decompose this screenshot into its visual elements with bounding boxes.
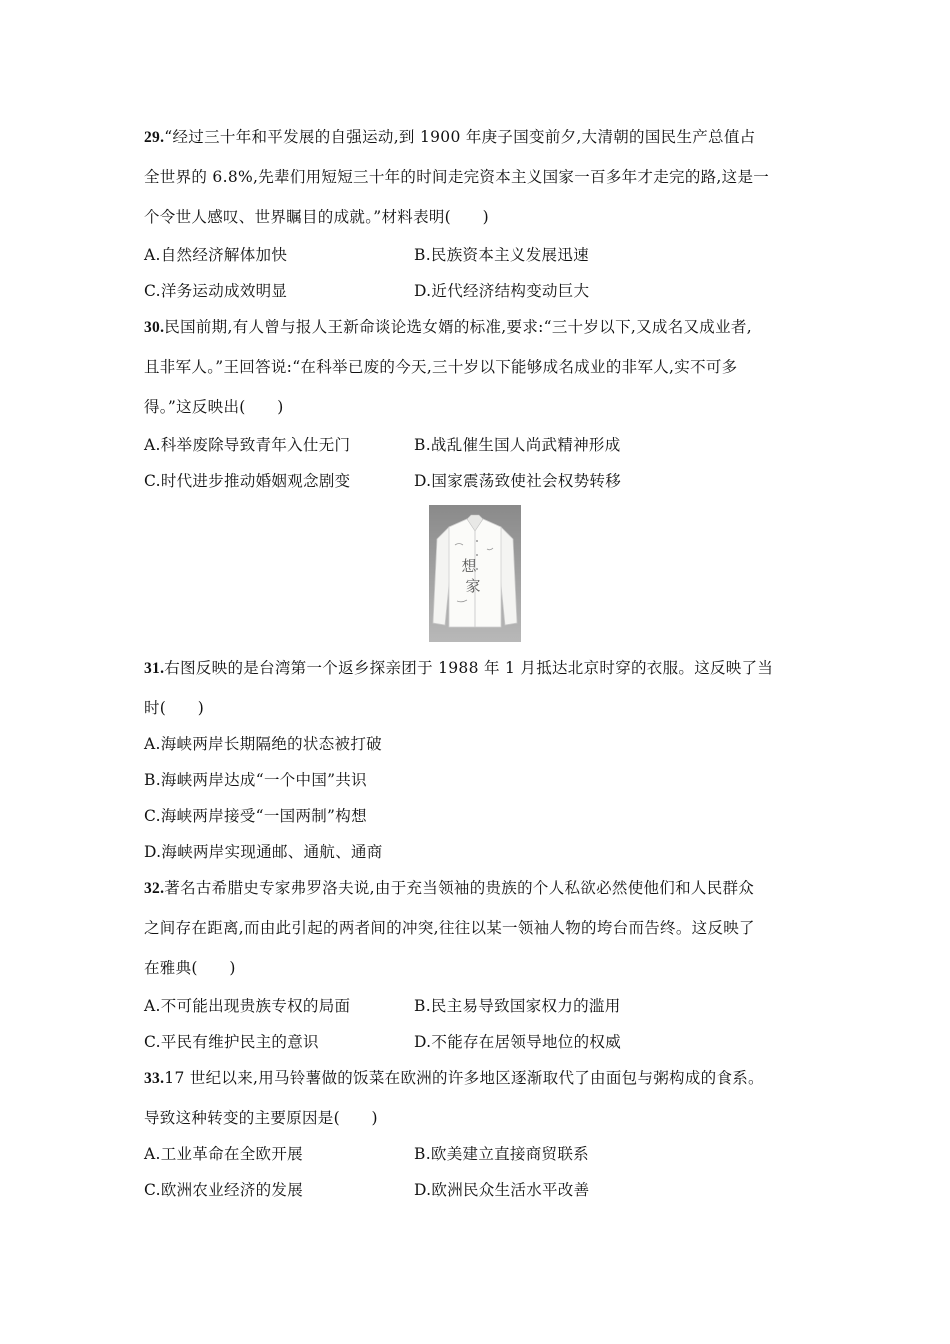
q30-line-3: 得。”这反映出( ) xyxy=(144,398,284,416)
q29-number: 29. xyxy=(144,129,165,146)
q33-option-d[interactable]: D.欧洲民众生活水平改善 xyxy=(414,1181,590,1199)
q32-option-a[interactable]: A.不可能出现贵族专权的局面 xyxy=(144,997,351,1015)
q33-number: 33. xyxy=(144,1070,165,1087)
q30-option-c[interactable]: C.时代进步推动婚姻观念剧变 xyxy=(144,472,351,490)
jacket-illustration xyxy=(429,505,521,642)
q30-option-d[interactable]: D.国家震荡致使社会权势转移 xyxy=(414,472,622,490)
q32-number: 32. xyxy=(144,880,165,897)
q31-number: 31. xyxy=(144,660,165,677)
q30-option-a[interactable]: A.科举废除导致青年入仕无门 xyxy=(144,436,351,454)
q29-option-a[interactable]: A.自然经济解体加快 xyxy=(144,246,288,264)
q30-line-2: 且非军人。”王回答说:“在科举已废的今天,三十岁以下能够成名成业的非军人,实不可多 xyxy=(144,358,738,376)
q31-line-1: 31.右图反映的是台湾第一个返乡探亲团于 1988 年 1 月抵达北京时穿的衣服。这反映了当 xyxy=(144,659,774,677)
q31-option-d[interactable]: D.海峡两岸实现通邮、通航、通商 xyxy=(144,843,383,861)
q30-number: 30. xyxy=(144,319,165,336)
q29-option-c[interactable]: C.洋务运动成效明显 xyxy=(144,282,288,300)
q29-option-d[interactable]: D.近代经济结构变动巨大 xyxy=(414,282,590,300)
jacket-photo xyxy=(429,505,521,642)
q31-option-c[interactable]: C.海峡两岸接受“一国两制”构想 xyxy=(144,807,367,825)
jacket-character-1: 想 xyxy=(461,557,477,575)
q32-line-2: 之间存在距离,而由此引起的两者间的冲突,往往以某一领袖人物的垮台而告终。这反映了 xyxy=(144,919,755,937)
q29-line-1: 29.“经过三十年和平发展的自强运动,到 1900 年庚子国变前夕,大清朝的国民生产总值占 xyxy=(144,128,756,146)
q33-option-a[interactable]: A.工业革命在全欧开展 xyxy=(144,1145,303,1163)
q31-option-a[interactable]: A.海峡两岸长期隔绝的状态被打破 xyxy=(144,735,382,753)
q30-line-1: 30.民国前期,有人曾与报人王新命谈论选女婿的标准,要求:“三十岁以下,又成名又成业者, xyxy=(144,318,752,336)
jacket-character-2: 家 xyxy=(465,577,481,595)
q33-option-c[interactable]: C.欧洲农业经济的发展 xyxy=(144,1181,304,1199)
q32-option-c[interactable]: C.平民有维护民主的意识 xyxy=(144,1033,319,1051)
q29-line-2: 全世界的 6.8%,先辈们用短短三十年的时间走完资本主义国家一百多年才走完的路,这是一 xyxy=(144,168,770,186)
q29-line-3: 个令世人感叹、世界瞩目的成就。”材料表明( ) xyxy=(144,208,489,226)
q30-option-b[interactable]: B.战乱催生国人尚武精神形成 xyxy=(414,436,621,454)
q31-option-b[interactable]: B.海峡两岸达成“一个中国”共识 xyxy=(144,771,367,789)
q32-option-d[interactable]: D.不能存在居领导地位的权威 xyxy=(414,1033,622,1051)
q33-line-1: 33.17 世纪以来,用马铃薯做的饭菜在欧洲的许多地区逐渐取代了由面包与粥构成的食系。 xyxy=(144,1069,764,1087)
q32-line-3: 在雅典( ) xyxy=(144,959,236,977)
q32-option-b[interactable]: B.民主易导致国家权力的滥用 xyxy=(414,997,621,1015)
q29-option-b[interactable]: B.民族资本主义发展迅速 xyxy=(414,246,589,264)
q33-line-2: 导致这种转变的主要原因是( ) xyxy=(144,1109,378,1127)
q32-line-1: 32.著名古希腊史专家弗罗洛夫说,由于充当领袖的贵族的个人私欲必然使他们和人民群众 xyxy=(144,879,755,897)
q31-line-2: 时( ) xyxy=(144,699,205,717)
q33-option-b[interactable]: B.欧美建立直接商贸联系 xyxy=(414,1145,589,1163)
